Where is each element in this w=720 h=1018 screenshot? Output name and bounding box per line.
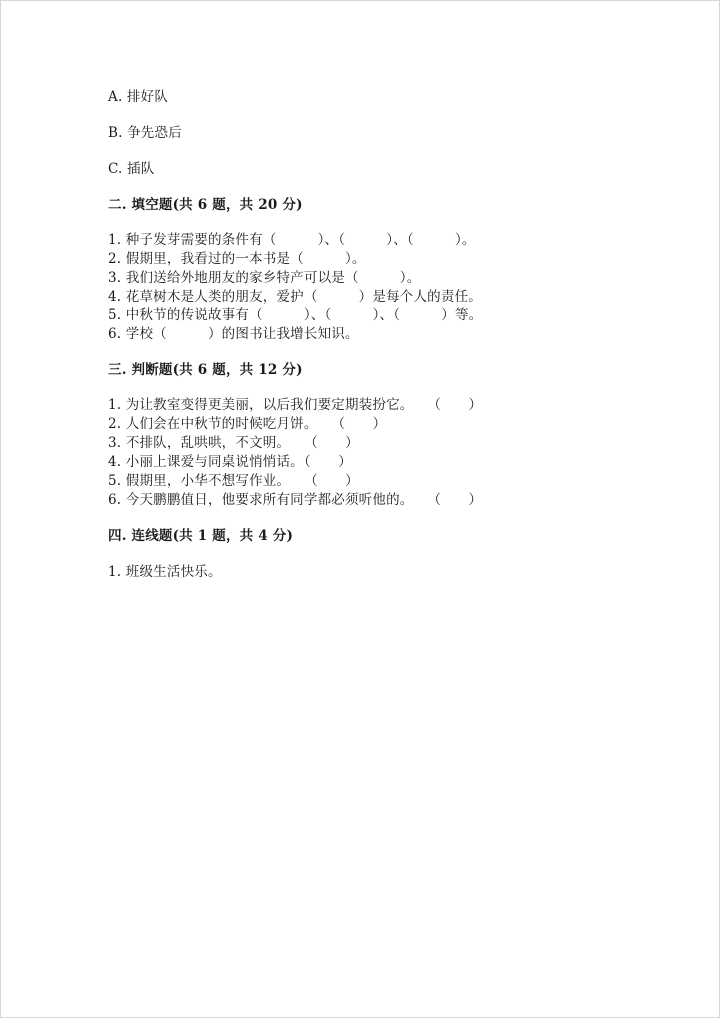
true-false-question-4: 4. 小丽上课爱与同桌说悄悄话。（ ）: [108, 454, 352, 470]
option-c: C. 插队: [108, 161, 155, 177]
fill-in-question-5: 5. 中秋节的传说故事有（ ）、（ ）、（ ）等。: [108, 307, 483, 323]
option-b: B. 争先恐后: [108, 125, 182, 141]
true-false-question-2: 2. 人们会在中秋节的时候吃月饼。 （ ）: [108, 416, 387, 432]
fill-in-heading: 二. 填空题(共 6 题，共 20 分): [108, 197, 303, 213]
option-a: A. 排好队: [108, 89, 169, 105]
matching-heading: 四. 连线题(共 1 题，共 4 分): [108, 528, 294, 544]
fill-in-question-6: 6. 学校（ ）的图书让我增长知识。: [108, 326, 359, 342]
true-false-question-6: 6. 今天鹏鹏值日，他要求所有同学都必须听他的。 （ ）: [108, 492, 483, 508]
true-false-heading: 三. 判断题(共 6 题，共 12 分): [108, 362, 303, 378]
fill-in-question-3: 3. 我们送给外地朋友的家乡特产可以是（ ）。: [108, 270, 421, 286]
true-false-question-1: 1. 为让教室变得更美丽，以后我们要定期装扮它。 （ ）: [108, 397, 483, 413]
true-false-question-5: 5. 假期里，小华不想写作业。 （ ）: [108, 473, 359, 489]
matching-question-1: 1. 班级生活快乐。: [108, 564, 222, 580]
fill-in-question-1: 1. 种子发芽需要的条件有（ ）、（ ）、（ ）。: [108, 232, 476, 248]
fill-in-question-2: 2. 假期里，我看过的一本书是（ ）。: [108, 251, 366, 267]
fill-in-question-4: 4. 花草树木是人类的朋友，爱护（ ）是每个人的责任。: [108, 289, 482, 305]
true-false-question-3: 3. 不排队，乱哄哄，不文明。 （ ）: [108, 435, 359, 451]
